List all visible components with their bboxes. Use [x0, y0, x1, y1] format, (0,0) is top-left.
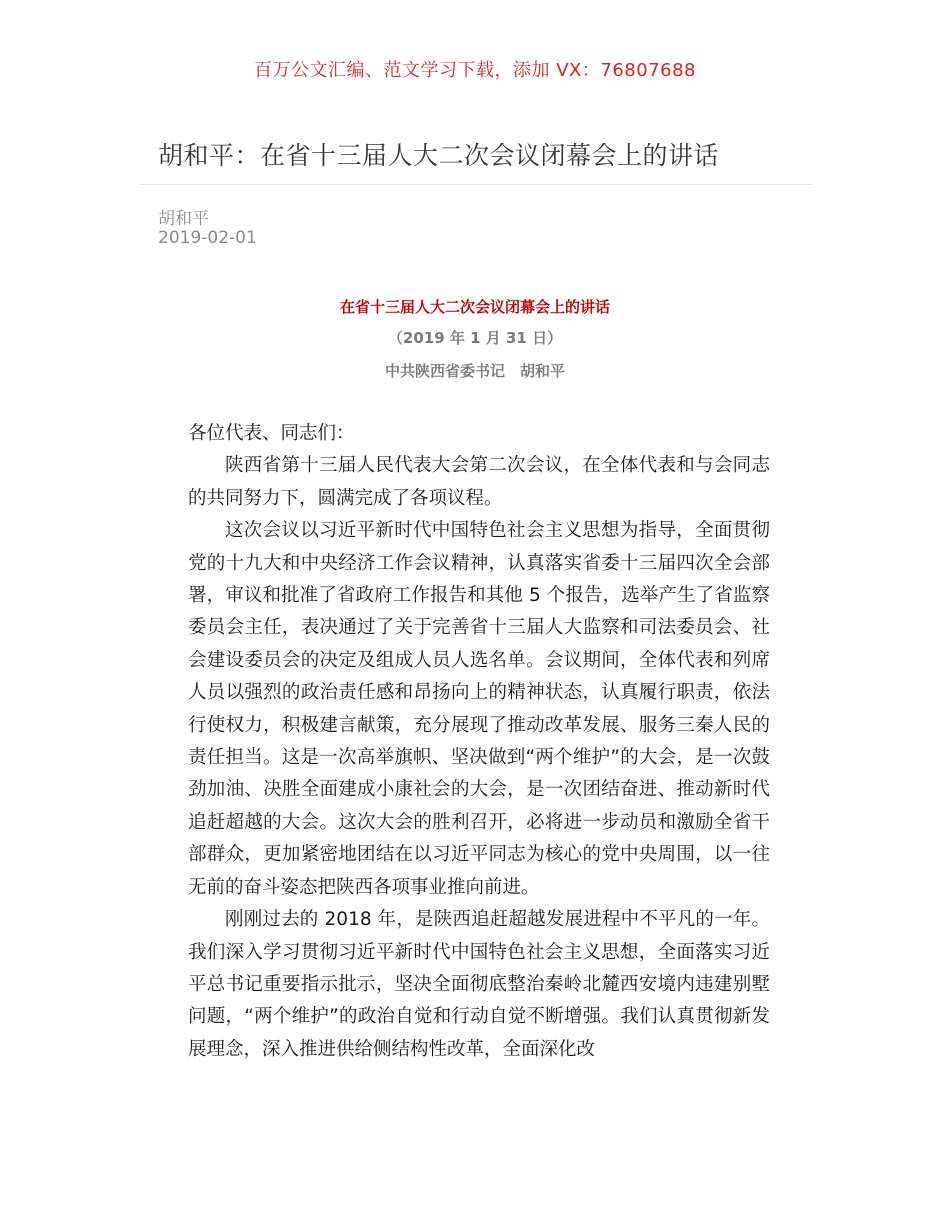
paragraph: 刚刚过去的 2018 年，是陕西追赶超越发展进程中不平凡的一年。我们深入学习贯彻习近平新时代中国特色社会主义思想，全面落实习近平总书记重要指示批示，坚决全面彻底整治秦岭北麓西安境内违建别墅问题，“两个维护”的政治自觉和行动自觉不断增强。我们认真贯彻新发展理念，深入推进供给侧结构性改革，全面深化改: [188, 909, 770, 1060]
title-divider: [140, 184, 812, 185]
article-author: 胡和平: [158, 209, 209, 229]
speech-body: [188, 418, 770, 1066]
document-heading: 在省十三届人大二次会议闭幕会上的讲话: [339, 298, 610, 316]
document-date: （2019 年 1 月 31 日）: [387, 329, 563, 347]
paragraph: 陕西省第十三届人民代表大会第二次会议，在全体代表和与会同志的共同努力下，圆满完成了各项议程。: [188, 455, 770, 509]
article-title: 胡和平：在省十三届人大二次会议闭幕会上的讲话: [158, 141, 720, 170]
salutation: 各位代表、同志们：: [188, 423, 355, 444]
article-date: 2019-02-01: [158, 228, 257, 248]
paragraph: 这次会议以习近平新时代中国特色社会主义思想为指导，全面贯彻党的十九大和中央经济工作会议精神，认真落实省委十三届四次全会部署，审议和批准了省政府工作报告和其他 5 个报告，选举产生了省监察委员会主任，表决通过了关于完善省十三届人大监察和司法委员会、社会建设委员会的决定及组成人员人选名单。会议期间，全体代表和列席人员以强烈的政治责任感和昂扬向上的精神状态，认真履行职责，依法行使权力，积极建言献策，充分展现了推动改革发展、服务三秦人民的责任担当。这是一次高举旗帜、坚决做到“两个维护”的大会，是一次鼓劲加油、决胜全面建成小康社会的大会，是一次团结奋进、推动新时代追赶超越的大会。这次大会的胜利召开，必将进一步动员和激励全省干部群众，更加紧密地团结在以习近平同志为核心的党中央周围，以一往无前的奋斗姿态把陕西各项事业推向前进。: [188, 520, 770, 898]
document-speaker: 中共陕西省委书记 胡和平: [384, 362, 565, 380]
promo-banner: 百万公文汇编、范文学习下载，添加 VX：76807688: [254, 60, 696, 81]
